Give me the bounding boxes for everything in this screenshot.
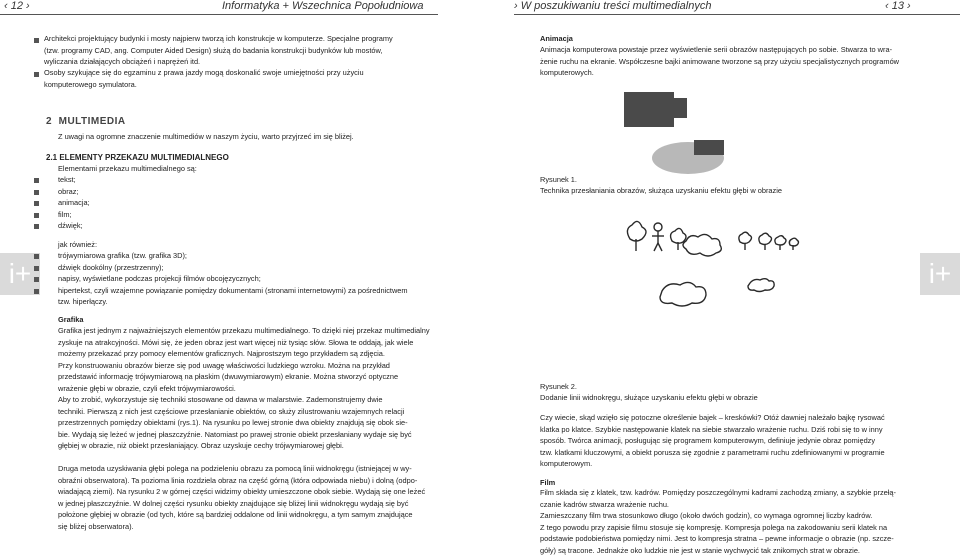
grafika-line: obraźni obserwatora). Ta pozioma linia rozdziela obraz na część górną (którа odpowiada niebu) i dolną (odpo-: [58, 475, 434, 487]
animacja-title: Animacja: [540, 33, 573, 45]
bullet-icon: [34, 289, 39, 294]
also-item: hipertekst, czyli wzajemne powiązanie pomiędzy dokumentami (stronami internetowymi) za pośrednictwem: [58, 285, 408, 297]
also-item: tzw. hiperłączy.: [58, 296, 108, 308]
page-number: 13: [892, 0, 904, 12]
intro-bullet-2: [44, 67, 364, 90]
text-line: Osoby szykujące się do egzaminu z prawa jazdy mogą doskonalić swoje umiejętności przy użyciu: [44, 67, 364, 79]
figure-2-tree-1: [627, 221, 646, 251]
also-item: trójwymiarowa grafika (tzw. grafika 3D);: [58, 250, 187, 262]
section-number: 2: [46, 116, 52, 127]
figure-2-label: Rysunek 2.: [540, 381, 577, 392]
figure-2-tree-5: [775, 236, 786, 250]
figure-2-cloud-upper: [683, 234, 721, 256]
grafika-line: wrażenie głębi w obrazie, czyli efekt trójwymiarowości.: [58, 383, 434, 395]
bullet-icon: [34, 178, 39, 183]
bullet-icon: [34, 254, 39, 259]
figure-2-tree-3: [739, 232, 752, 250]
grafika-line: możemy przekazać przy pomocy elementów graficznych. Najprostszym tego przykładem są zdjęcia.: [58, 348, 434, 360]
grafika-line: Przy konstruowaniu obrazów bierze się pod uwagę właściwości ludzkiego wzroku. Można na przykład: [58, 360, 434, 372]
kreskowki-line: Czy wiecie, skąd wzięło się potoczne określenie bajek – kreskówki? Otóż dawniej należało bajkę rysować: [540, 412, 920, 424]
element-item: film;: [58, 209, 72, 221]
section-heading: [46, 116, 126, 127]
film-body: [540, 487, 920, 556]
bullet-icon: [34, 213, 39, 218]
right-page-number: [885, 0, 911, 12]
figure-2-figure-head: [654, 223, 662, 231]
section-intro: Z uwagi na ogromne znaczenie multimediów w naszym życiu, warto przyjrzeć im się bliżej.: [58, 131, 354, 143]
element-item: tekst;: [58, 174, 76, 186]
figure-1-rectangle-right: [694, 140, 724, 155]
grafika-line: Grafika jest jednym z najważniejszych elementów przekazu multimedialnego. To dzięki niej przekaz multimedialny: [58, 325, 434, 337]
figure-1-label: Rysunek 1.: [540, 174, 577, 185]
figure-2-figure-leg: [654, 243, 658, 251]
grafika-line: przestrzennych pomiędzy obiektami (rys.1). Na rysunku po lewej stronie dwa obiekty znajdują się obok sie-: [58, 417, 434, 429]
section-title: MULTIMEDIA: [59, 116, 126, 127]
animacja-line: żenie ruchu na ekranie. Współczesne bajki animowane tworzone są przy użyciu specjalistycznych programów: [540, 56, 920, 68]
grafika-line: bie. Wydają się leżeć w jednej płaszczyźnie. Natomiast po prawej stronie obiekt przesłaniany wydaje się być: [58, 429, 434, 441]
figure-2-cloud-lower: [660, 282, 706, 306]
bullet-icon: [34, 266, 39, 271]
subsection-title: 2.1 ELEMENTY PRZEKAZU MULTIMEDIALNEGO: [46, 153, 229, 162]
grafika-line: głębiej w obrazie, niż obiekt przesłaniający. Obraz uzyskuje cechy trójwymiarowej głębi.: [58, 440, 434, 452]
animacja-body: [540, 44, 920, 79]
intro-bullet-1: [44, 33, 393, 68]
element-item: obraz;: [58, 186, 79, 198]
grafika-line: [58, 452, 434, 464]
film-line: podstawie podobieństwa pomiędzy nimi. Jest to kompresja stratna – pewne informacje o obrazie (np. szcze-: [540, 533, 920, 545]
film-title: Film: [540, 477, 555, 489]
grafika-line: Aby to zrobić, wykorzystuje się techniki stosowane od dawna w malarstwie. Zademonstrujemy dwie: [58, 394, 434, 406]
figure-2-tree-4: [759, 233, 772, 250]
chevron-right-icon: ›: [514, 0, 521, 12]
kreskowki-line: sposób. Twórca animacji, posługując się programem komputerowym, definiuje jedynie obraz pomiędzy: [540, 435, 920, 447]
grafika-line: Druga metoda uzyskiwania głębi polega na podzieleniu obrazu za pomocą linii widnokręgu (istniejącej w wy-: [58, 463, 434, 475]
left-page-number: [4, 0, 30, 12]
figure-2-caption: Dodanie linii widnokręgu, służące uzyskaniu efektu głębi w obrazie: [540, 392, 758, 403]
grafika-line: zyskuje na atrakcyjności. Mówi się, że jeden obraz jest wart więcej niż tysiąc słów. Słowa te oddają, jak wiele: [58, 337, 434, 349]
element-item: animacja;: [58, 197, 90, 209]
grafika-line: się bliżej obserwatora).: [58, 521, 434, 533]
kreskowki-line: komputerowym.: [540, 458, 920, 470]
animacja-line: Animacja komputerowa powstaje przez wyświetlenie serii obrazów następujących po sobie. Stwarza to wra-: [540, 44, 920, 56]
also-intro: jak również:: [58, 239, 97, 251]
film-line: czanie kadrów stwarza wrażenie ruchu.: [540, 499, 920, 511]
grafika-line: wiadającą ziemi). Na rysunku 2 w górnej części widzimy obiekty umieszczone obok siebie. Wydają się one leżeć: [58, 486, 434, 498]
chevron-right-icon: ›: [23, 0, 30, 12]
text-line: (tzw. programy CAD, ang. Computer Aided Design) służą do badania konstrukcji budynków lub mostów,: [44, 45, 393, 57]
figure-1-caption: Technika przesłaniania obrazów, służąca uzyskaniu efektu głębi w obrazie: [540, 185, 782, 196]
bullet-icon: [34, 277, 39, 282]
header-rule-right: [514, 14, 960, 15]
grafika-line: położone głębiej w obrazie (od tych, które są bardziej oddalone od linii widnokręgu, a tym samym znajdujące: [58, 509, 434, 521]
margin-badge-left: i+: [0, 253, 40, 295]
bullet-icon: [34, 190, 39, 195]
figure-2-figure-leg: [658, 243, 662, 251]
page-number: 12: [11, 0, 23, 12]
text-line: Architekci projektujący budynki i mosty najpierw tworzą ich konstrukcje w komputerze. Specjalne programy: [44, 33, 393, 45]
bullet-icon: [34, 224, 39, 229]
also-item: napisy, wyświetlane podczas projekcji filmów obcojęzycznych;: [58, 273, 261, 285]
chevron-right-icon: ›: [904, 0, 911, 12]
elements-intro: Elementami przekazu multimedialnego są:: [58, 163, 197, 175]
animacja-line: komputerowych.: [540, 67, 920, 79]
figure-2-cloud-far: [748, 279, 774, 292]
left-running-title: Informatyka + Wszechnica Popołudniowa: [222, 0, 423, 12]
grafika-line: przedstawić informację trójwymiarową na płaskim (dwuwymiarowym) ekranie. Można stworzyć optyczne: [58, 371, 434, 383]
header-rule-left: [0, 14, 438, 15]
film-line: Zamieszczany film trwa stosunkowo długo (około dwóch godzin), co wymaga ogromnej liczby kadrów.: [540, 510, 920, 522]
element-item: dźwięk;: [58, 220, 83, 232]
figure-2: [600, 215, 810, 325]
kreskowki-paragraph: [540, 412, 920, 470]
film-line: Film składa się z klatek, tzw. kadrów. Pomiędzy poszczególnymi kadrami zachodzą zmiany, a szybkie przełą-: [540, 487, 920, 499]
text-line: komputerowego symulatora.: [44, 79, 364, 91]
bullet-icon: [34, 201, 39, 206]
kreskowki-line: klatka po klatce. Szybkie następowanie klatek na siebie stwarzało wrażenie ruchu. Dziś robi się to w inny: [540, 424, 920, 436]
chevron-left-icon: ‹: [4, 0, 11, 12]
right-running-title: [514, 0, 711, 12]
chevron-left-icon: ‹: [885, 0, 892, 12]
grafika-line: w jednej płaszczyźnie. W dolnej części rysunku obiekty znajdujące się bliżej linii widnokręgu wydają się być: [58, 498, 434, 510]
grafika-title: Grafika: [58, 314, 83, 326]
figure-1-rectangle-occluded-part: [652, 98, 687, 118]
text-line: wyliczania działających obciążeń i naprężeń itd.: [44, 56, 393, 68]
film-line: Z tego powodu przy zapisie filmu stosuje się kompresję. Kompresja polega na zakodowaniu serii klatek na: [540, 522, 920, 534]
figure-2-tree-6: [789, 238, 798, 250]
also-item: dźwięk dookólny (przestrzenny);: [58, 262, 164, 274]
film-line: góły) są tracone. Jednakże oko ludzkie nie jest w stanie wychwycić tak znikomych strat w obrazie.: [540, 545, 920, 556]
grafika-line: techniki. Pierwszą z nich jest częściowe przesłanianie obiektów, co służy zilustrowaniu wzajemnych relacji: [58, 406, 434, 418]
margin-badge-right: i+: [920, 253, 960, 295]
bullet-icon: [34, 72, 39, 77]
figure-1: [600, 88, 730, 178]
bullet-icon: [34, 38, 39, 43]
kreskowki-line: tzw. klatkami kluczowymi, a obiekt porusza się zgodnie z parametrami ruchu zdefiniowanymi w programie: [540, 447, 920, 459]
running-title-text: W poszukiwaniu treści multimedialnych: [521, 0, 712, 12]
grafika-body: [58, 325, 434, 532]
